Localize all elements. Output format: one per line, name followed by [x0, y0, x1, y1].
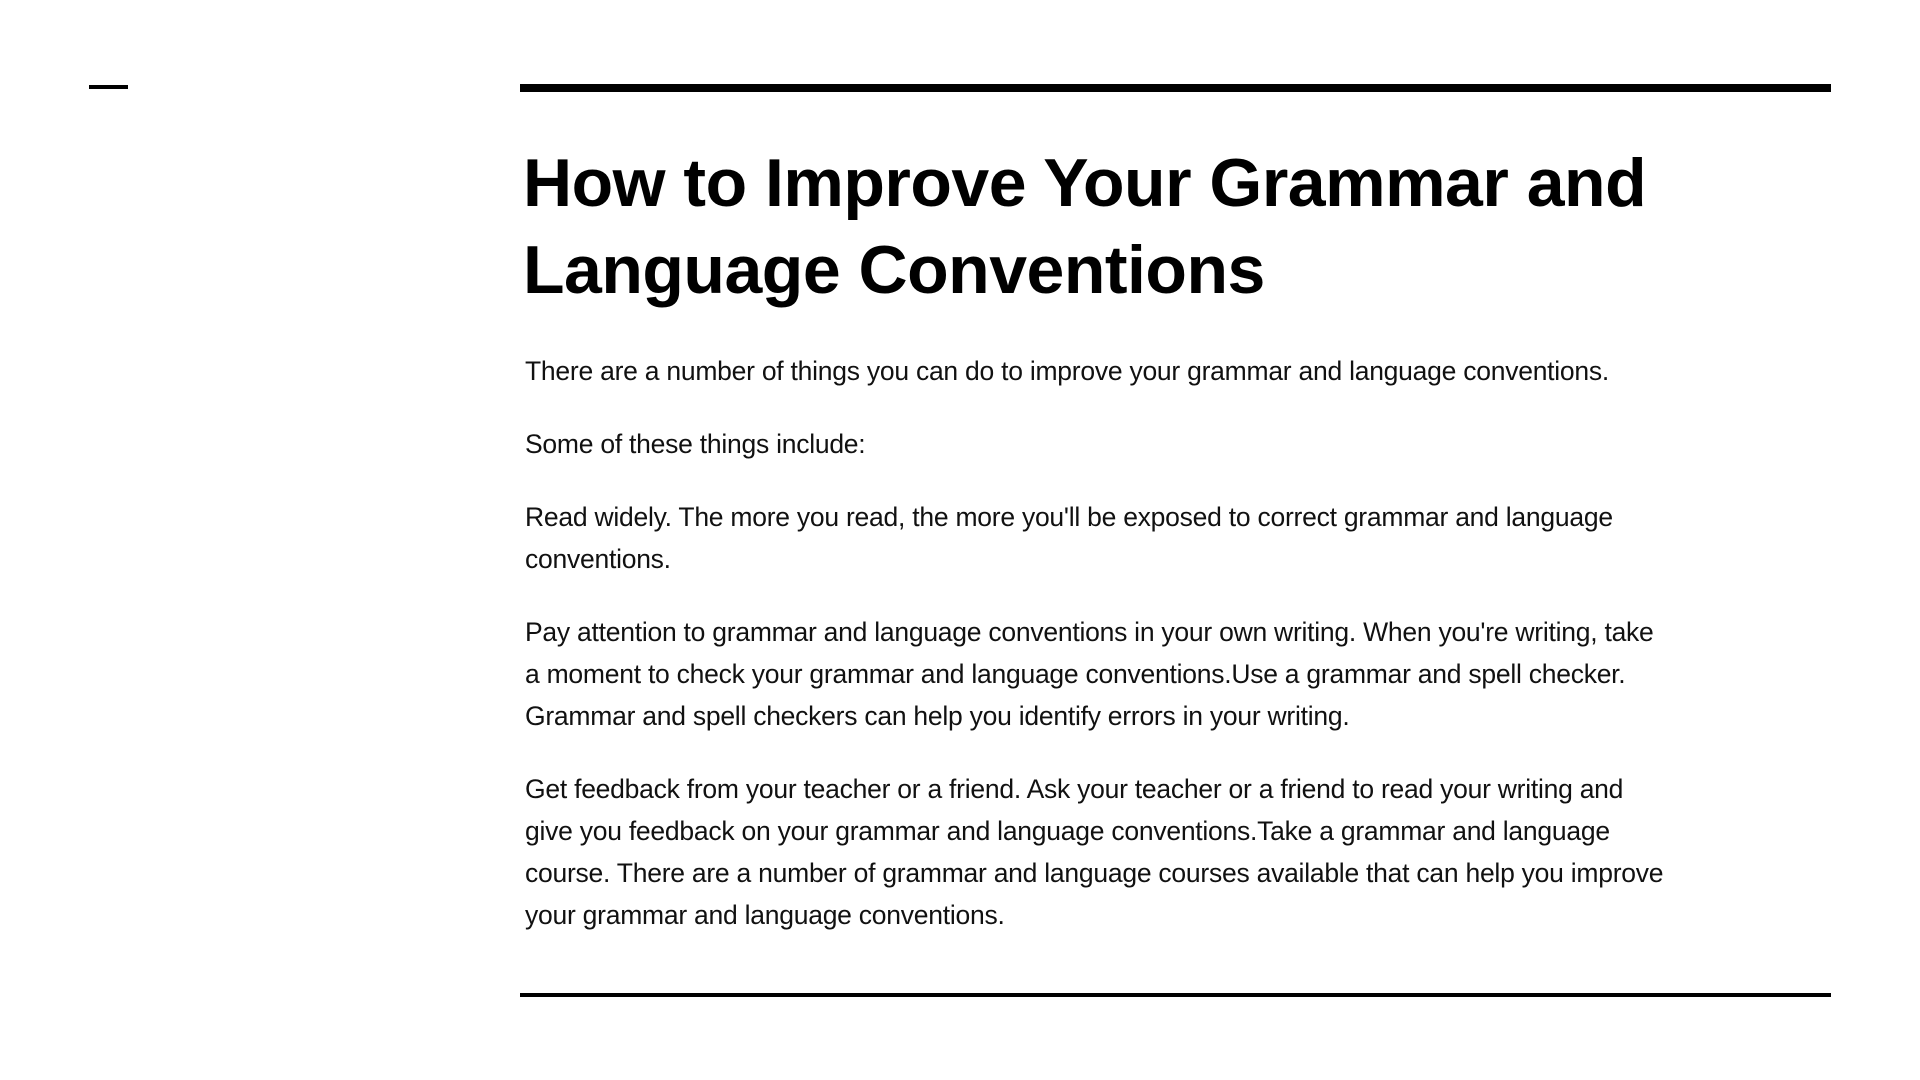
paragraph-line: Grammar and spell checkers can help you identify errors in your writing.: [525, 701, 1350, 731]
read-widely-paragraph: [525, 496, 1835, 580]
paragraph-line: conventions.: [525, 544, 671, 574]
corner-dash-decoration: [89, 85, 128, 89]
slide-title-line: Language Conventions: [523, 232, 1265, 308]
paragraph-line: There are a number of things you can do to improve your grammar and language conventions.: [525, 356, 1610, 386]
paragraph-line: give you feedback on your grammar and language conventions.Take a grammar and language: [525, 816, 1610, 846]
paragraph-line: Get feedback from your teacher or a friend. Ask your teacher or a friend to read your writing and: [525, 774, 1624, 804]
intro-paragraph: [525, 350, 1835, 392]
slide-title: [523, 140, 1646, 314]
feedback-paragraph: [525, 768, 1835, 936]
pay-attention-paragraph: [525, 611, 1835, 737]
paragraph-line: a moment to check your grammar and language conventions.Use a grammar and spell checker.: [525, 659, 1626, 689]
bottom-divider-rule: [520, 993, 1831, 997]
paragraph-line: Pay attention to grammar and language conventions in your own writing. When you're writing, take: [525, 617, 1654, 647]
list-intro-paragraph: [525, 423, 1835, 465]
top-divider-rule: [520, 84, 1831, 92]
slide-title-line: How to Improve Your Grammar and: [523, 145, 1647, 221]
paragraph-line: your grammar and language conventions.: [525, 900, 1005, 930]
paragraph-line: Read widely. The more you read, the more you'll be exposed to correct grammar and language: [525, 502, 1613, 532]
paragraph-line: course. There are a number of grammar and language courses available that can help you improve: [525, 858, 1664, 888]
paragraph-line: Some of these things include:: [525, 429, 866, 459]
slide-body: [525, 350, 1835, 967]
